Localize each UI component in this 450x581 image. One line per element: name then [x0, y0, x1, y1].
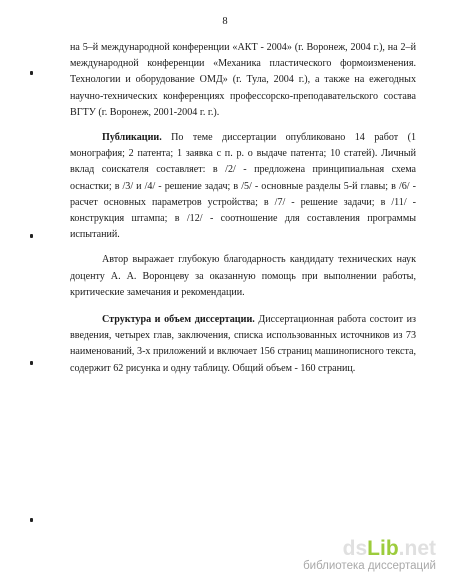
- structure-text: Диссертационная работа состоит из введения, четырех глав, заключения, списка использованных источников из 73 наименований, 3-х приложений и включает 156 страниц машинописного текста, содержит 62 рисунка и одну таблицу. Общий объем - 160 страниц.: [70, 314, 416, 374]
- conference-paragraph: на 5–й международной конференции «АКТ - 2004» (г. Воронеж, 2004 г.), на 2–й международной конференции «Механика пластического формоизменения. Технологии и оборудование ОМД» (г. Тула, 2004 г.), а также на ежегодных научно-технических конференциях профессорско-преподавательского состава ВГТУ (г. Воронеж, 2001-2004 г. г.).: [70, 42, 416, 118]
- scan-mark: [30, 234, 33, 238]
- page-number: 8: [222, 16, 228, 27]
- scan-mark: [30, 361, 33, 365]
- publications-text: По теме диссертации опубликовано 14 работ (1 монография; 2 патента; 1 заявка с п. р. о выдаче патента; 10 статей). Личный вклад соискателя составляет: в /2/ - предложена принципиальная схема оснастки; в /3/ и /4/ - решение задач; в /5/ - основные разделы 5-й главы; в /6/ - расчет основных параметров устройства; в /7/ - решение задачи; в /11/ - конструкция штампа; в /12/ - соотношение для составления программы испытаний.: [70, 132, 416, 241]
- publications-paragraph: [70, 130, 416, 243]
- scan-mark: [30, 71, 33, 75]
- document-body: [70, 40, 416, 377]
- dslib-watermark: [303, 538, 436, 573]
- dslib-subtitle: библиотека диссертаций: [303, 560, 436, 572]
- structure-paragraph: [70, 312, 416, 377]
- dslib-logo: dsLib.net: [342, 537, 436, 560]
- acknowledgement-paragraph: Автор выражает глубокую благодарность кандидату технических наук доценту А. А. Воронцеву за оказанную помощь при выполнении работы, критические замечания и рекомендации.: [70, 254, 416, 298]
- publications-heading: Публикации.: [102, 132, 162, 144]
- structure-heading: Структура и объем диссертации.: [102, 314, 255, 326]
- scan-mark: [30, 518, 33, 522]
